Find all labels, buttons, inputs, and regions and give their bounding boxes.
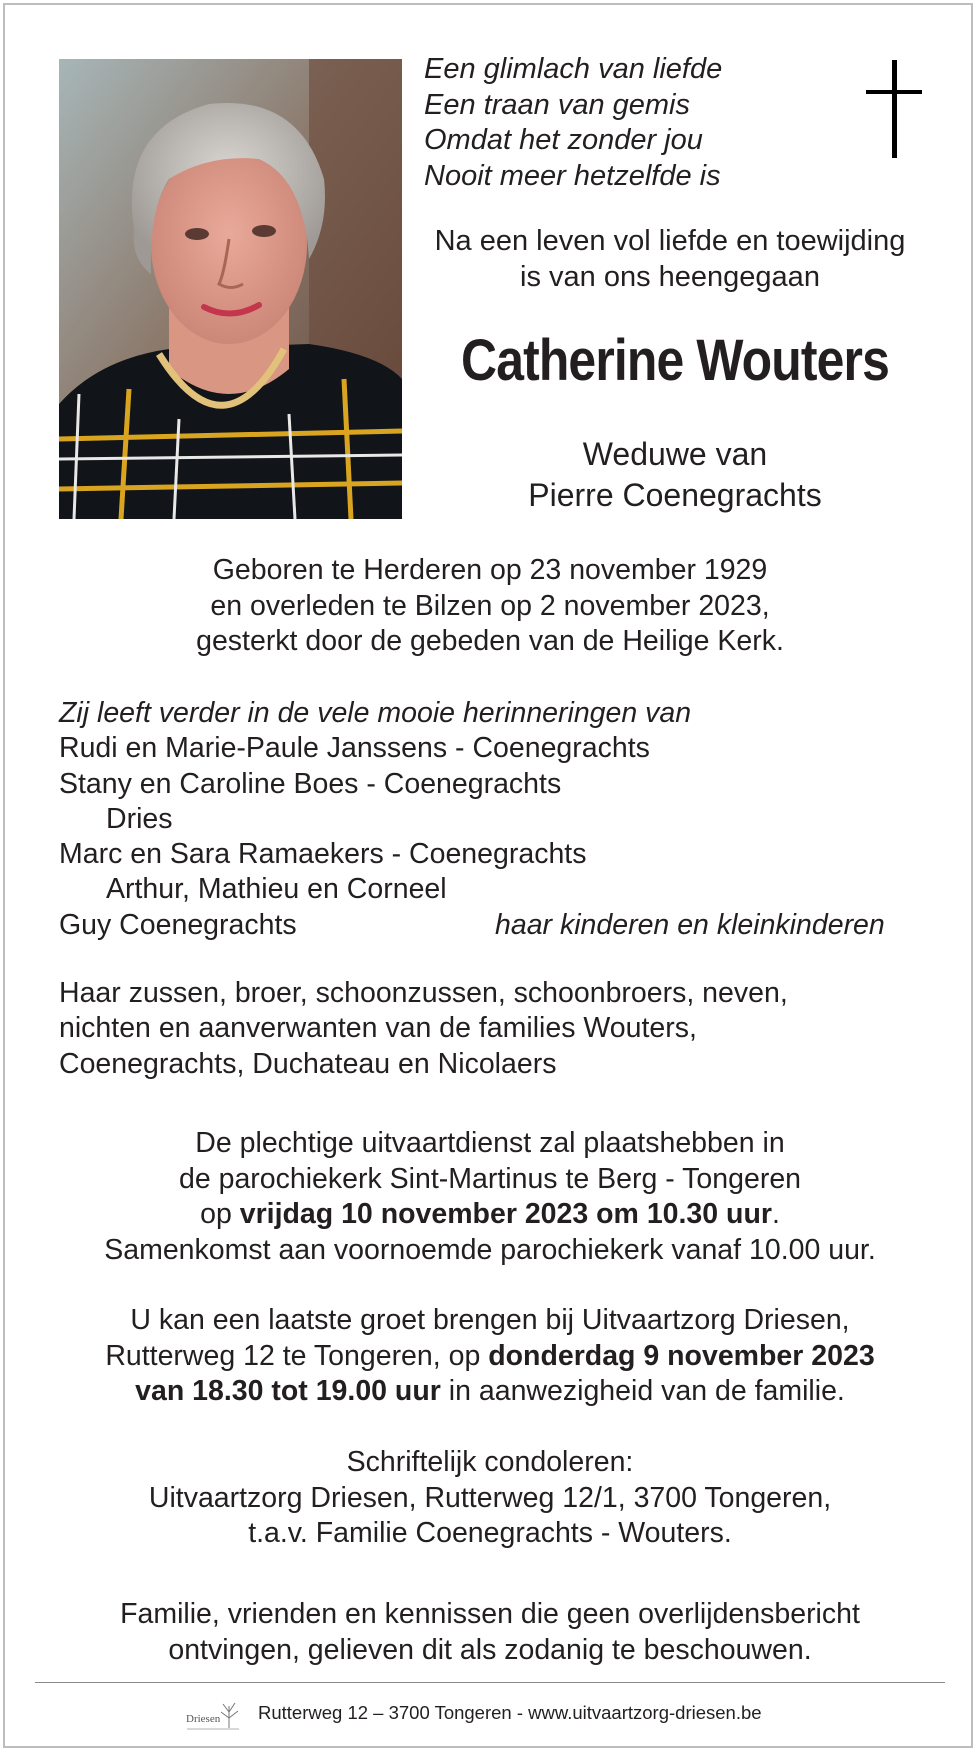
widow-of [420,434,930,516]
intro-text [410,223,930,295]
deceased-name: Catherine Wouters [461,328,889,393]
poem-line: Een traan van gemis [424,88,690,121]
birth-line: gesterkt door de gebeden van de Heilige Kerk. [196,625,784,657]
relatives-line: Haar zussen, broer, schoonzussen, schoonbroers, neven, [59,977,788,1009]
family-member: Marc en Sara Ramaekers - Coenegrachts [59,838,587,871]
family-member: Rudi en Marie-Paule Janssens - Coenegrachts [59,732,650,765]
birth-line: Geboren te Herderen op 23 november 1929 [212,554,768,586]
intro-line: Na een leven vol liefde en toewijding [434,225,906,257]
visit-line: U kan een laatste groet brengen bij Uitvaartzorg Driesen, [130,1304,850,1336]
footer-divider [35,1682,945,1683]
service-line: De plechtige uitvaartdienst zal plaatshebben in [195,1127,785,1159]
relatives-line: Coenegrachts, Duchateau en Nicolaers [59,1047,557,1080]
visit-line [0,1374,980,1410]
poem-line: Een glimlach van liefde [424,53,723,85]
driesen-logo-icon [185,1698,241,1734]
service-date-post: . [771,1198,780,1230]
widow-line: Pierre Coenegrachts [528,477,822,513]
closing-line: ontvingen, gelieven dit als zodanig te beschouwen. [168,1633,812,1666]
visitation [0,1303,980,1410]
condolence-line: Schriftelijk condoleren: [346,1446,634,1478]
closing-line: Familie, vrienden en kennissen die geen overlijdensbericht [120,1598,860,1630]
visit-time: van 18.30 tot 19.00 uur [135,1375,441,1407]
visit-note: in aanwezigheid van de familie. [440,1375,845,1407]
visit-line [0,1339,980,1375]
widow-line: Weduwe van [582,436,768,472]
family-member: Stany en Caroline Boes - Coenegrachts [59,767,562,800]
visit-date: donderdag 9 november 2023 [488,1339,875,1372]
service-line: de parochiekerk Sint-Martinus te Berg - Tongeren [178,1162,802,1195]
family-last-row [59,908,939,943]
latin-cross-icon [866,60,922,160]
family-list [59,696,939,943]
service-line: Samenkomst aan voornoemde parochiekerk vanaf 10.00 uur. [104,1233,876,1266]
closing-note [0,1597,980,1668]
family-intro: Zij leeft verder in de vele mooie herinneringen van [59,697,692,729]
condolence-line: Uitvaartzorg Driesen, Rutterweg 12/1, 3700 Tongeren, [148,1481,832,1514]
service-date-pre: op [200,1198,240,1230]
condolences [0,1445,980,1552]
footer [0,1696,980,1736]
intro-line: is van ons heengegaan [520,261,820,293]
poem-line: Omdat het zonder jou [424,124,703,156]
logo-text: Driesen [186,1713,221,1725]
footer-address: Rutterweg 12 – 3700 Tongeren - www.uitvaartzorg-driesen.be [258,1702,762,1723]
family-member: Arthur, Mathieu en Corneel [106,873,447,906]
birth-death-info [0,553,980,660]
family-member: Guy Coenegrachts [59,908,297,941]
family-closing-label: haar kinderen en kleinkinderen [495,908,885,941]
portrait-photo [59,59,402,519]
visit-place: Rutterweg 12 te Tongeren, op [105,1339,489,1372]
funeral-service [0,1126,980,1268]
service-line [0,1197,980,1233]
poem-line: Nooit meer hetzelfde is [424,159,721,192]
relatives-line: nichten en aanverwanten van de families Wouters, [59,1012,697,1045]
family-member: Dries [106,802,173,835]
poem [424,52,722,194]
service-date: vrijdag 10 november 2023 om 10.30 uur [239,1198,772,1230]
relatives [59,976,939,1082]
condolence-line: t.a.v. Familie Coenegrachts - Wouters. [248,1517,732,1549]
birth-line: en overleden te Bilzen op 2 november 2023, [210,589,770,622]
